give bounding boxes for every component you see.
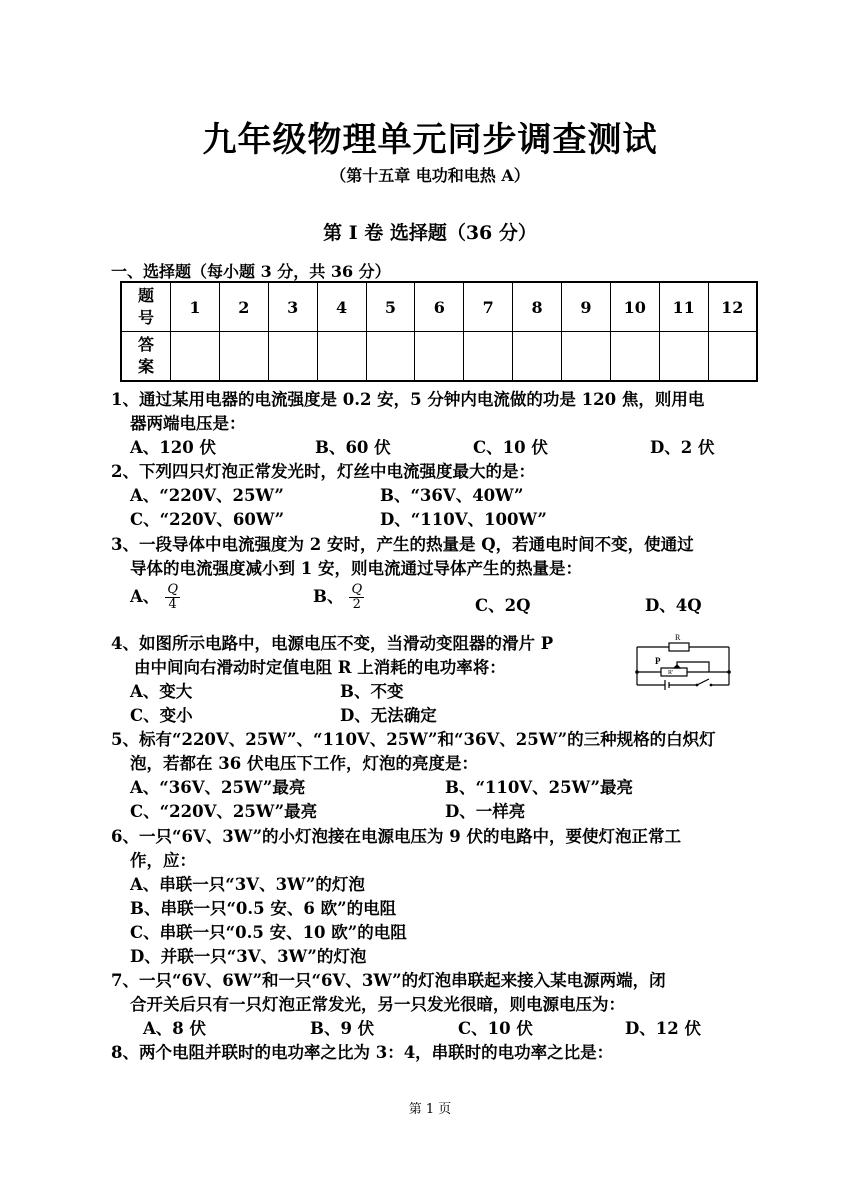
question-4-option-b: B、不变 <box>340 682 404 701</box>
question-4-option-c: C、变小 <box>130 706 193 725</box>
question-6-text-cont: 作，应： <box>130 851 196 870</box>
question-1-option-c: C、10 伏 <box>473 438 548 457</box>
question-4-option-a: A、变大 <box>130 682 193 701</box>
option-label: B、 <box>313 587 344 606</box>
table-cell-number: 5 <box>366 282 415 332</box>
question-7-text-cont: 合开关后只有一只灯泡正常发光，另一只发光很暗，则电源电压为： <box>130 995 625 1014</box>
answer-cell[interactable] <box>268 332 317 382</box>
question-6-option-d: D、并联一只“3V、3W”的灯泡 <box>130 947 367 966</box>
question-5-text-cont: 泡，若都在 36 伏电压下工作，灯泡的亮度是： <box>130 754 478 773</box>
table-cell-number: 11 <box>659 282 708 332</box>
question-1-option-a: A、120 伏 <box>130 438 216 457</box>
question-7-option-a: A、8 伏 <box>143 1019 207 1038</box>
question-5-text: 5、标有“220V、25W”、“110V、25W”和“36V、25W”的三种规格的白炽灯 <box>111 730 716 749</box>
answer-cell[interactable] <box>659 332 708 382</box>
fraction-numerator: Q <box>167 582 178 597</box>
fraction-numerator: Q <box>351 582 363 597</box>
answer-cell[interactable] <box>317 332 366 382</box>
switch-contact <box>696 684 699 687</box>
row-label-text: 答案 <box>138 335 155 376</box>
question-5-option-c: C、“220V、25W”最亮 <box>130 802 318 821</box>
switch-blade <box>697 679 709 685</box>
question-6-option-c: C、串联一只“0.5 安、10 欧”的电阻 <box>130 923 407 942</box>
answer-table <box>120 281 758 382</box>
answer-cell[interactable] <box>610 332 659 382</box>
question-3-text: 3、一段导体中电流强度为 2 安时，产生的热量是 Q，若通电时间不变，使通过 <box>111 535 694 554</box>
rheostat-symbol <box>661 668 687 676</box>
page-subtitle: （第十五章 电功和电热 A） <box>330 166 530 185</box>
junction-dot <box>635 670 639 674</box>
question-1-option-d: D、2 伏 <box>650 438 715 457</box>
question-3-option-d: D、4Q <box>645 596 702 615</box>
question-6-text: 6、一只“6V、3W”的小灯泡接在电源电压为 9 伏的电路中，要使灯泡正常工 <box>111 827 682 846</box>
slider-wire <box>677 662 709 672</box>
question-7-text: 7、一只“6V、6W”和一只“6V、3W”的灯泡串联起来接入某电源两端，闭 <box>111 971 666 990</box>
fraction-denominator: 4 <box>168 597 177 612</box>
answer-cell[interactable] <box>415 332 464 382</box>
page-title: 九年级物理单元同步调查测试 <box>202 120 658 160</box>
answer-row <box>121 332 757 382</box>
table-cell-number: 3 <box>268 282 317 332</box>
table-cell-number: 10 <box>610 282 659 332</box>
question-3-option-c: C、2Q <box>475 596 531 615</box>
question-7-option-b: B、9 伏 <box>310 1019 375 1038</box>
question-number-row <box>121 282 757 332</box>
label-r: R <box>675 633 681 642</box>
question-1-text-cont: 器两端电压是： <box>130 414 246 433</box>
answer-cell[interactable] <box>171 332 220 382</box>
table-cell-number: 6 <box>415 282 464 332</box>
answer-cell[interactable] <box>708 332 757 382</box>
answer-cell[interactable] <box>366 332 415 382</box>
row-label-number <box>121 282 171 332</box>
table-cell-number: 8 <box>513 282 562 332</box>
answer-cell[interactable] <box>562 332 611 382</box>
table-cell-number: 9 <box>562 282 611 332</box>
answer-cell[interactable] <box>219 332 268 382</box>
question-5-option-d: D、一样亮 <box>445 802 526 821</box>
fraction-q-over-4 <box>165 583 180 612</box>
circuit-diagram <box>631 630 737 706</box>
question-2-option-a: A、“220V、25W” <box>130 486 284 505</box>
question-6-option-a: A、串联一只“3V、3W”的灯泡 <box>130 875 365 894</box>
page-number: 第 1 页 <box>408 1102 452 1117</box>
question-3-option-a <box>130 583 180 612</box>
fraction-denominator: 2 <box>352 597 361 612</box>
question-5-option-b: B、“110V、25W”最亮 <box>445 778 633 797</box>
part-heading: 一、选择题（每小题 3 分，共 36 分） <box>111 262 391 281</box>
label-p: P <box>655 656 661 666</box>
question-2-option-d: D、“110V、100W” <box>380 510 547 529</box>
question-1-text: 1、通过某用电器的电流强度是 0.2 安，5 分钟内电流做的功是 120 焦，则用电 <box>111 390 705 409</box>
junction-dot <box>727 670 731 674</box>
fraction-q-over-2 <box>349 583 364 612</box>
section-heading: 第 I 卷 选择题（36 分） <box>323 222 537 244</box>
question-3-text-cont: 导体的电流强度减小到 1 安，则电流通过导体产生的热量是： <box>130 559 582 578</box>
row-label-text: 题号 <box>138 286 155 327</box>
table-cell-number: 4 <box>317 282 366 332</box>
question-3-option-b <box>313 583 364 612</box>
question-7-option-d: D、12 伏 <box>625 1019 702 1038</box>
resistor-r-symbol <box>669 643 689 651</box>
switch-contact <box>710 684 713 687</box>
question-6-option-b: B、串联一只“0.5 安、6 欧”的电阻 <box>130 899 397 918</box>
slider-arrow <box>674 665 680 668</box>
question-8-text: 8、两个电阻并联时的电功率之比为 3：4，串联时的电功率之比是： <box>111 1043 614 1062</box>
table-cell-number: 2 <box>219 282 268 332</box>
table-cell-number: 7 <box>464 282 513 332</box>
question-5-option-a: A、“36V、25W”最亮 <box>130 778 306 797</box>
row-label-answer <box>121 332 171 382</box>
question-4-text: 4、如图所示电路中，电源电压不变，当滑动变阻器的滑片 P <box>111 634 554 653</box>
question-1-option-b: B、60 伏 <box>315 438 391 457</box>
question-2-text: 2、下列四只灯泡正常发光时，灯丝中电流强度最大的是： <box>111 462 535 481</box>
question-4-text-cont: 由中间向右滑动时定值电阻 R 上消耗的电功率将： <box>134 658 506 677</box>
question-4-option-d: D、无法确定 <box>340 706 437 725</box>
option-label: A、 <box>130 587 160 606</box>
question-2-option-b: B、“36V、40W” <box>380 486 524 505</box>
label-rheostat: R' <box>668 670 674 676</box>
question-7-option-c: C、10 伏 <box>458 1019 533 1038</box>
table-cell-number: 1 <box>171 282 220 332</box>
answer-cell[interactable] <box>464 332 513 382</box>
question-2-option-c: C、“220V、60W” <box>130 510 285 529</box>
table-cell-number: 12 <box>708 282 757 332</box>
answer-cell[interactable] <box>513 332 562 382</box>
